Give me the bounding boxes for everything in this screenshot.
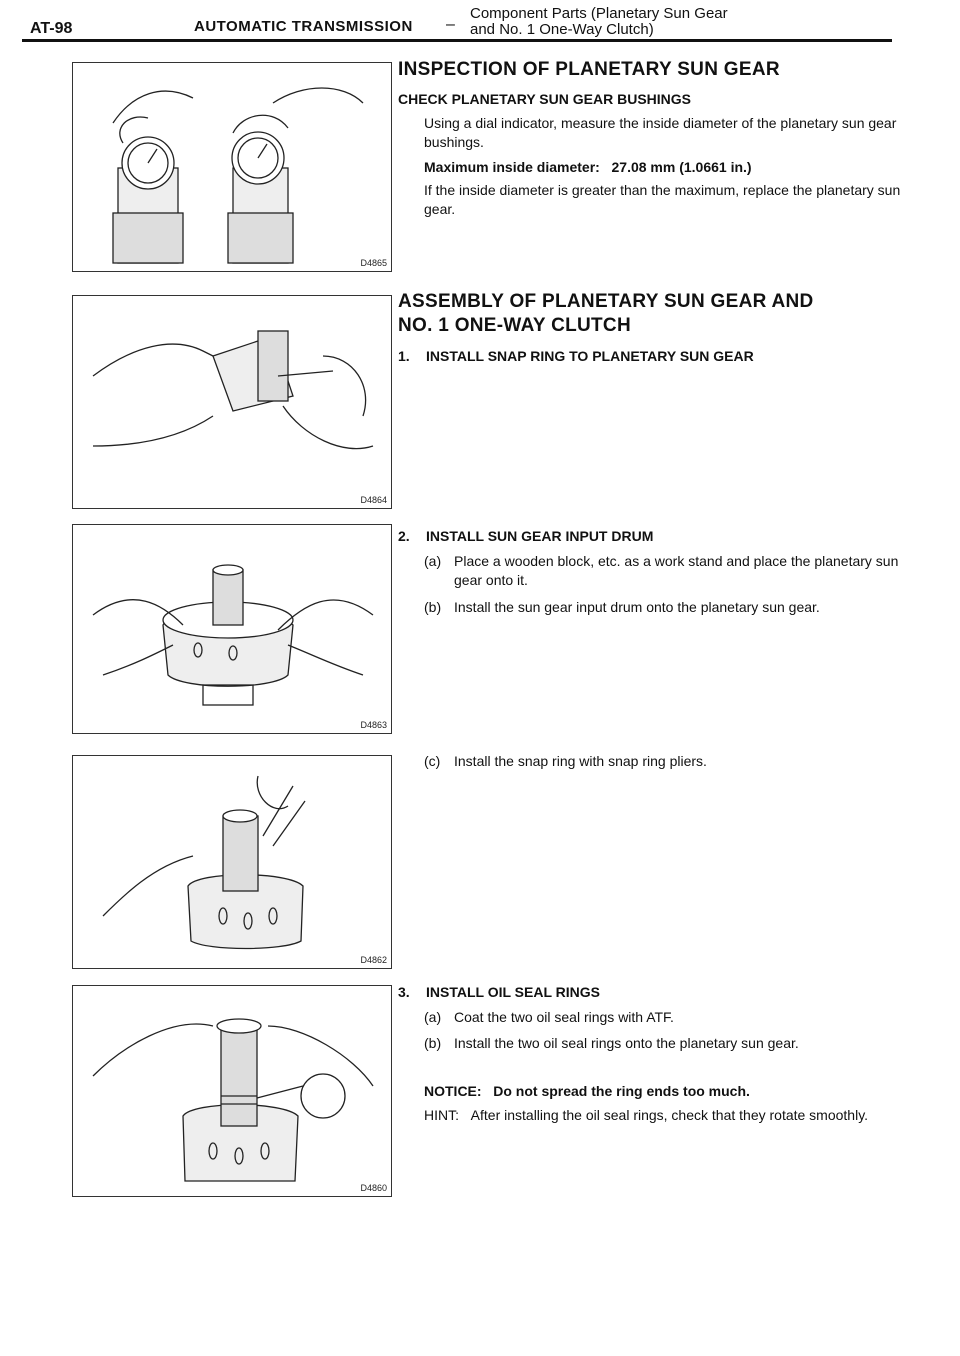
figure-code: D4860 [360,1183,387,1193]
step-1 [398,348,754,364]
inspection-title: INSPECTION OF PLANETARY SUN GEAR [398,59,780,80]
step-title: INSTALL SNAP RING TO PLANETARY SUN GEAR [426,348,754,364]
step-number: 2. [398,528,410,544]
inspection-paragraph-1: Using a dial indicator, measure the inside diameter of the planetary sun gear bushings. [424,115,897,150]
subtitle-line-2: and No. 1 One-Way Clutch) [470,21,654,38]
sub-text: Install the snap ring with snap ring pliers. [454,753,707,769]
figure-code: D4865 [360,258,387,268]
sub-label: (a) [424,553,442,569]
step-title: INSTALL SUN GEAR INPUT DRUM [426,528,654,544]
sub-label: (b) [424,1035,442,1051]
snap-ring-pliers-figure [72,755,392,969]
sub-label: (c) [424,753,441,769]
dial-indicator-figure [72,62,392,272]
assembly-title-line-1: ASSEMBLY OF PLANETARY SUN GEAR AND [398,291,814,312]
step-number: 1. [398,348,410,364]
page-number: AT-98 [30,20,73,37]
sub-text: Install the sun gear input drum onto the planetary sun gear. [454,599,820,615]
step-number: 3. [398,984,410,1000]
header-rule [22,39,892,42]
hint-label: HINT: [424,1107,459,1123]
step-3-b [424,1034,904,1053]
input-drum-figure [72,524,392,734]
step-3-a [424,1008,904,1027]
snap-ring-figure [72,295,392,509]
inspection-paragraph-2: If the inside diameter is greater than the maximum, replace the planetary sun gear. [424,182,901,217]
assembly-title-line-2: NO. 1 ONE-WAY CLUTCH [398,315,631,336]
section-title: AUTOMATIC TRANSMISSION [194,18,413,35]
hint [424,1106,904,1125]
inspection-spec [398,158,908,177]
header-dash: – [446,16,455,33]
sub-text: Coat the two oil seal rings with ATF. [454,1009,674,1025]
figure-code: D4864 [360,495,387,505]
subtitle-line-1: Component Parts (Planetary Sun Gear [470,5,728,22]
figure-code: D4863 [360,720,387,730]
notice [424,1082,904,1101]
inspection-subtitle: CHECK PLANETARY SUN GEAR BUSHINGS [398,91,691,107]
notice-text: Do not spread the ring ends too much. [493,1083,750,1099]
step-3 [398,984,600,1000]
oil-seal-rings-figure [72,985,392,1197]
figure-code: D4862 [360,955,387,965]
sub-label: (b) [424,599,442,615]
step-2-b [424,598,904,617]
page-header [22,6,892,42]
assembly-section [398,290,908,338]
hint-text: After installing the oil seal rings, check that they rotate smoothly. [470,1107,869,1123]
inspection-section [398,58,908,219]
notice-label: NOTICE: [424,1083,482,1099]
sub-text: Place a wooden block, etc. as a work stand and place the planetary sun gear onto it. [454,553,899,588]
sub-text: Install the two oil seal rings onto the planetary sun gear. [454,1035,799,1051]
step-2-c [424,752,904,771]
spec-value: 27.08 mm (1.0661 in.) [611,159,752,175]
step-2 [398,528,653,544]
sub-label: (a) [424,1009,442,1025]
step-title: INSTALL OIL SEAL RINGS [426,984,600,1000]
step-2-a [424,552,904,590]
spec-label: Maximum inside diameter: [424,159,600,175]
section-subtitle [470,6,728,38]
